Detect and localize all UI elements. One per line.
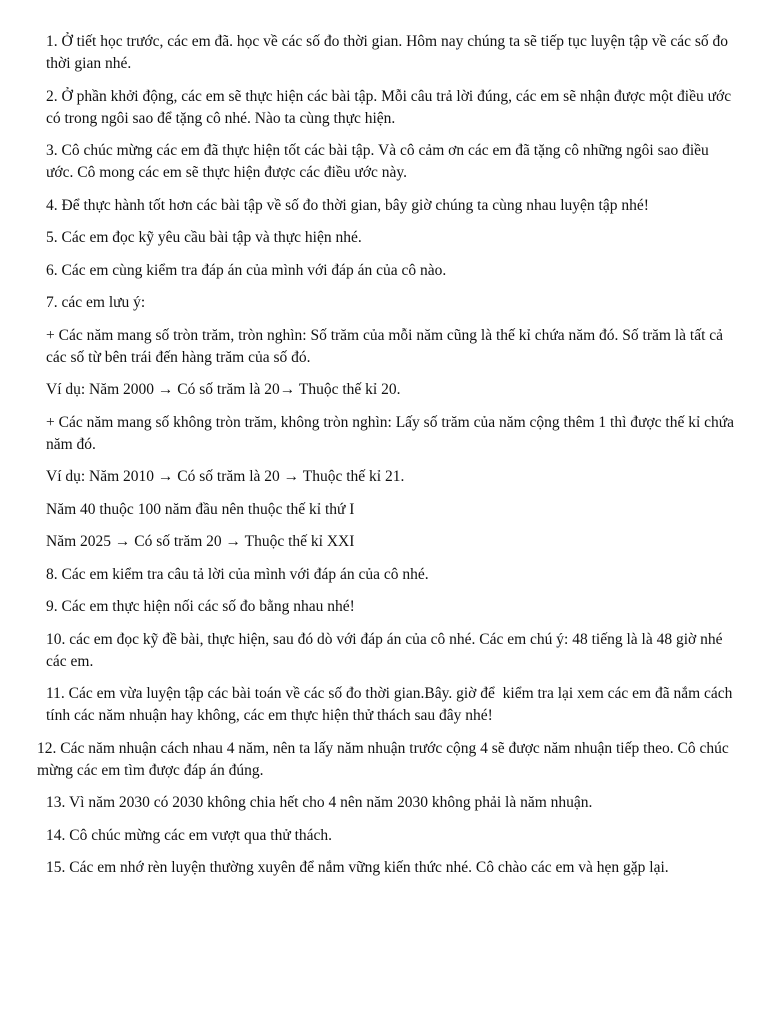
paragraph-6: 6. Các em cùng kiểm tra đáp án của mình với đáp án của cô nào. — [46, 261, 447, 279]
paragraph-2: 2. Ở phần khởi động, các em sẽ thực hiện các bài tập. Mỗi câu trả lời đúng, các em sẽ nhận được một điều ước có trong ngôi sao để tặng cô nhé. Nào ta cùng thực hiện. — [46, 87, 735, 127]
paragraph-11: 11. Các em vừa luyện tập các bài toán về các số đo thời gian.Bây. giờ để kiểm tra lại xem các em đã nắm cách tính các năm nhuận hay không, các em thực hiện thử thách sau đây nhé! — [46, 685, 737, 724]
paragraph-15: 15. Các em nhớ rèn luyện thường xuyên để nắm vững kiến thức nhé. Cô chào các em và hẹn gặp lại. — [46, 859, 669, 876]
example-year-40: Năm 40 thuộc 100 năm đầu nên thuộc thế kỉ thứ I — [46, 500, 355, 518]
paragraph-13: 13. Vì năm 2030 có 2030 không chia hết cho 4 nên năm 2030 không phải là năm nhuận. — [46, 794, 593, 811]
paragraph-14: 14. Cô chúc mừng các em vượt qua thử thách. — [46, 826, 333, 844]
paragraph-10: 10. các em đọc kỹ đề bài, thực hiện, sau đó dò với đáp án của cô nhé. Các em chú ý: 48 tiếng là là 48 giờ nhé các em. — [46, 630, 727, 670]
paragraph-4: 4. Để thực hành tốt hơn các bài tập về số đo thời gian, bây giờ chúng ta cùng nhau luyện tập nhé! — [46, 196, 649, 214]
paragraph-8: 8. Các em kiểm tra câu tả lời của mình với đáp án của cô nhé. — [46, 565, 429, 583]
example-2010: Ví dụ: Năm 2010 → Có số trăm là 20 → Thuộc thế kỉ 21. — [46, 468, 405, 485]
paragraph-5: 5. Các em đọc kỹ yêu cầu bài tập và thực hiện nhé. — [46, 229, 362, 246]
example-2000: Ví dụ: Năm 2000 → Có số trăm là 20→ Thuộc thế kỉ 20. — [46, 381, 401, 398]
paragraph-9: 9. Các em thực hiện nối các số đo bằng nhau nhé! — [46, 598, 355, 615]
paragraph-3: 3. Cô chúc mừng các em đã thực hiện tốt các bài tập. Và cô cảm ơn các em đã tặng cô những ngôi sao điều ước. Cô mong các em sẽ thực hiện được các điều ước này. — [46, 142, 713, 181]
paragraph-1: 1. Ở tiết học trước, các em đã. học về các số đo thời gian. Hôm nay chúng ta sẽ tiếp tục luyện tập về các số đo thời gian nhé. — [46, 33, 732, 72]
paragraph-7: 7. các em lưu ý: — [46, 294, 146, 311]
paragraph-12: 12. Các năm nhuận cách nhau 4 năm, nên ta lấy năm nhuận trước cộng 4 sẽ được năm nhuận tiếp theo. Cô chúc mừng các em tìm được đáp án đúng. — [37, 739, 733, 779]
example-2025: Năm 2025 → Có số trăm 20 → Thuộc thế kỉ XXI — [46, 533, 355, 550]
note-round-years: + Các năm mang số tròn trăm, tròn nghìn: Số trăm của mỗi năm cũng là thế kỉ chứa năm đó. Số trăm là tất cả các số từ bên trái đến hàng trăm của số đó. — [46, 326, 727, 366]
note-non-round-years: + Các năm mang số không tròn trăm, không tròn nghìn: Lấy số trăm của năm cộng thêm 1 thì được thế kỉ chứa năm đó. — [46, 413, 738, 453]
